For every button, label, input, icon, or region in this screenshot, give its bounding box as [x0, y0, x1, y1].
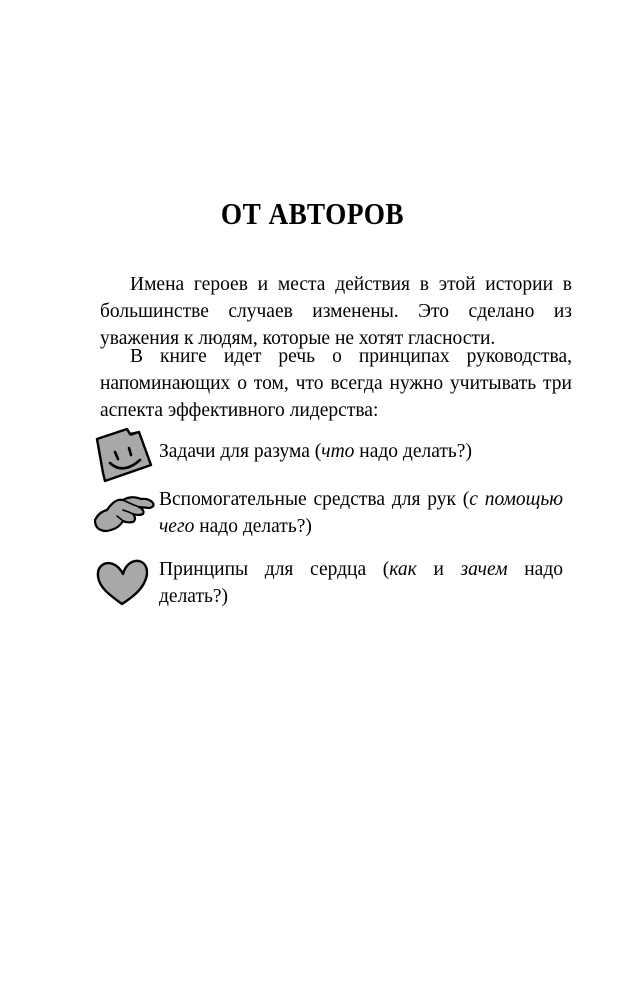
heart-icon	[93, 556, 151, 613]
paragraph-names-changed: Имена героев и места действия в этой истории в большинстве случаев изменены. Это сделано из уважения к людям, которые не хотят гласности.	[100, 274, 572, 349]
list-item-hands-text: Вспомогательные средства для рук (с помощью чего надо делать?)	[159, 489, 564, 537]
list-item-mind-text: Задачи для разума (что надо делать?)	[159, 441, 472, 462]
list-item-heart-text: Принципы для сердца (как и зачем надо делать?)	[159, 559, 564, 607]
page-title: ОТ АВТОРОВ	[220, 196, 405, 231]
smiling-face-icon	[93, 425, 153, 490]
hand-icon	[93, 490, 157, 541]
paragraph-leadership-principles: В книге идет речь о принципах руководства, напоминающих о том, что всегда нужно учитывать три аспекта эффективного лидерства:	[100, 346, 572, 421]
